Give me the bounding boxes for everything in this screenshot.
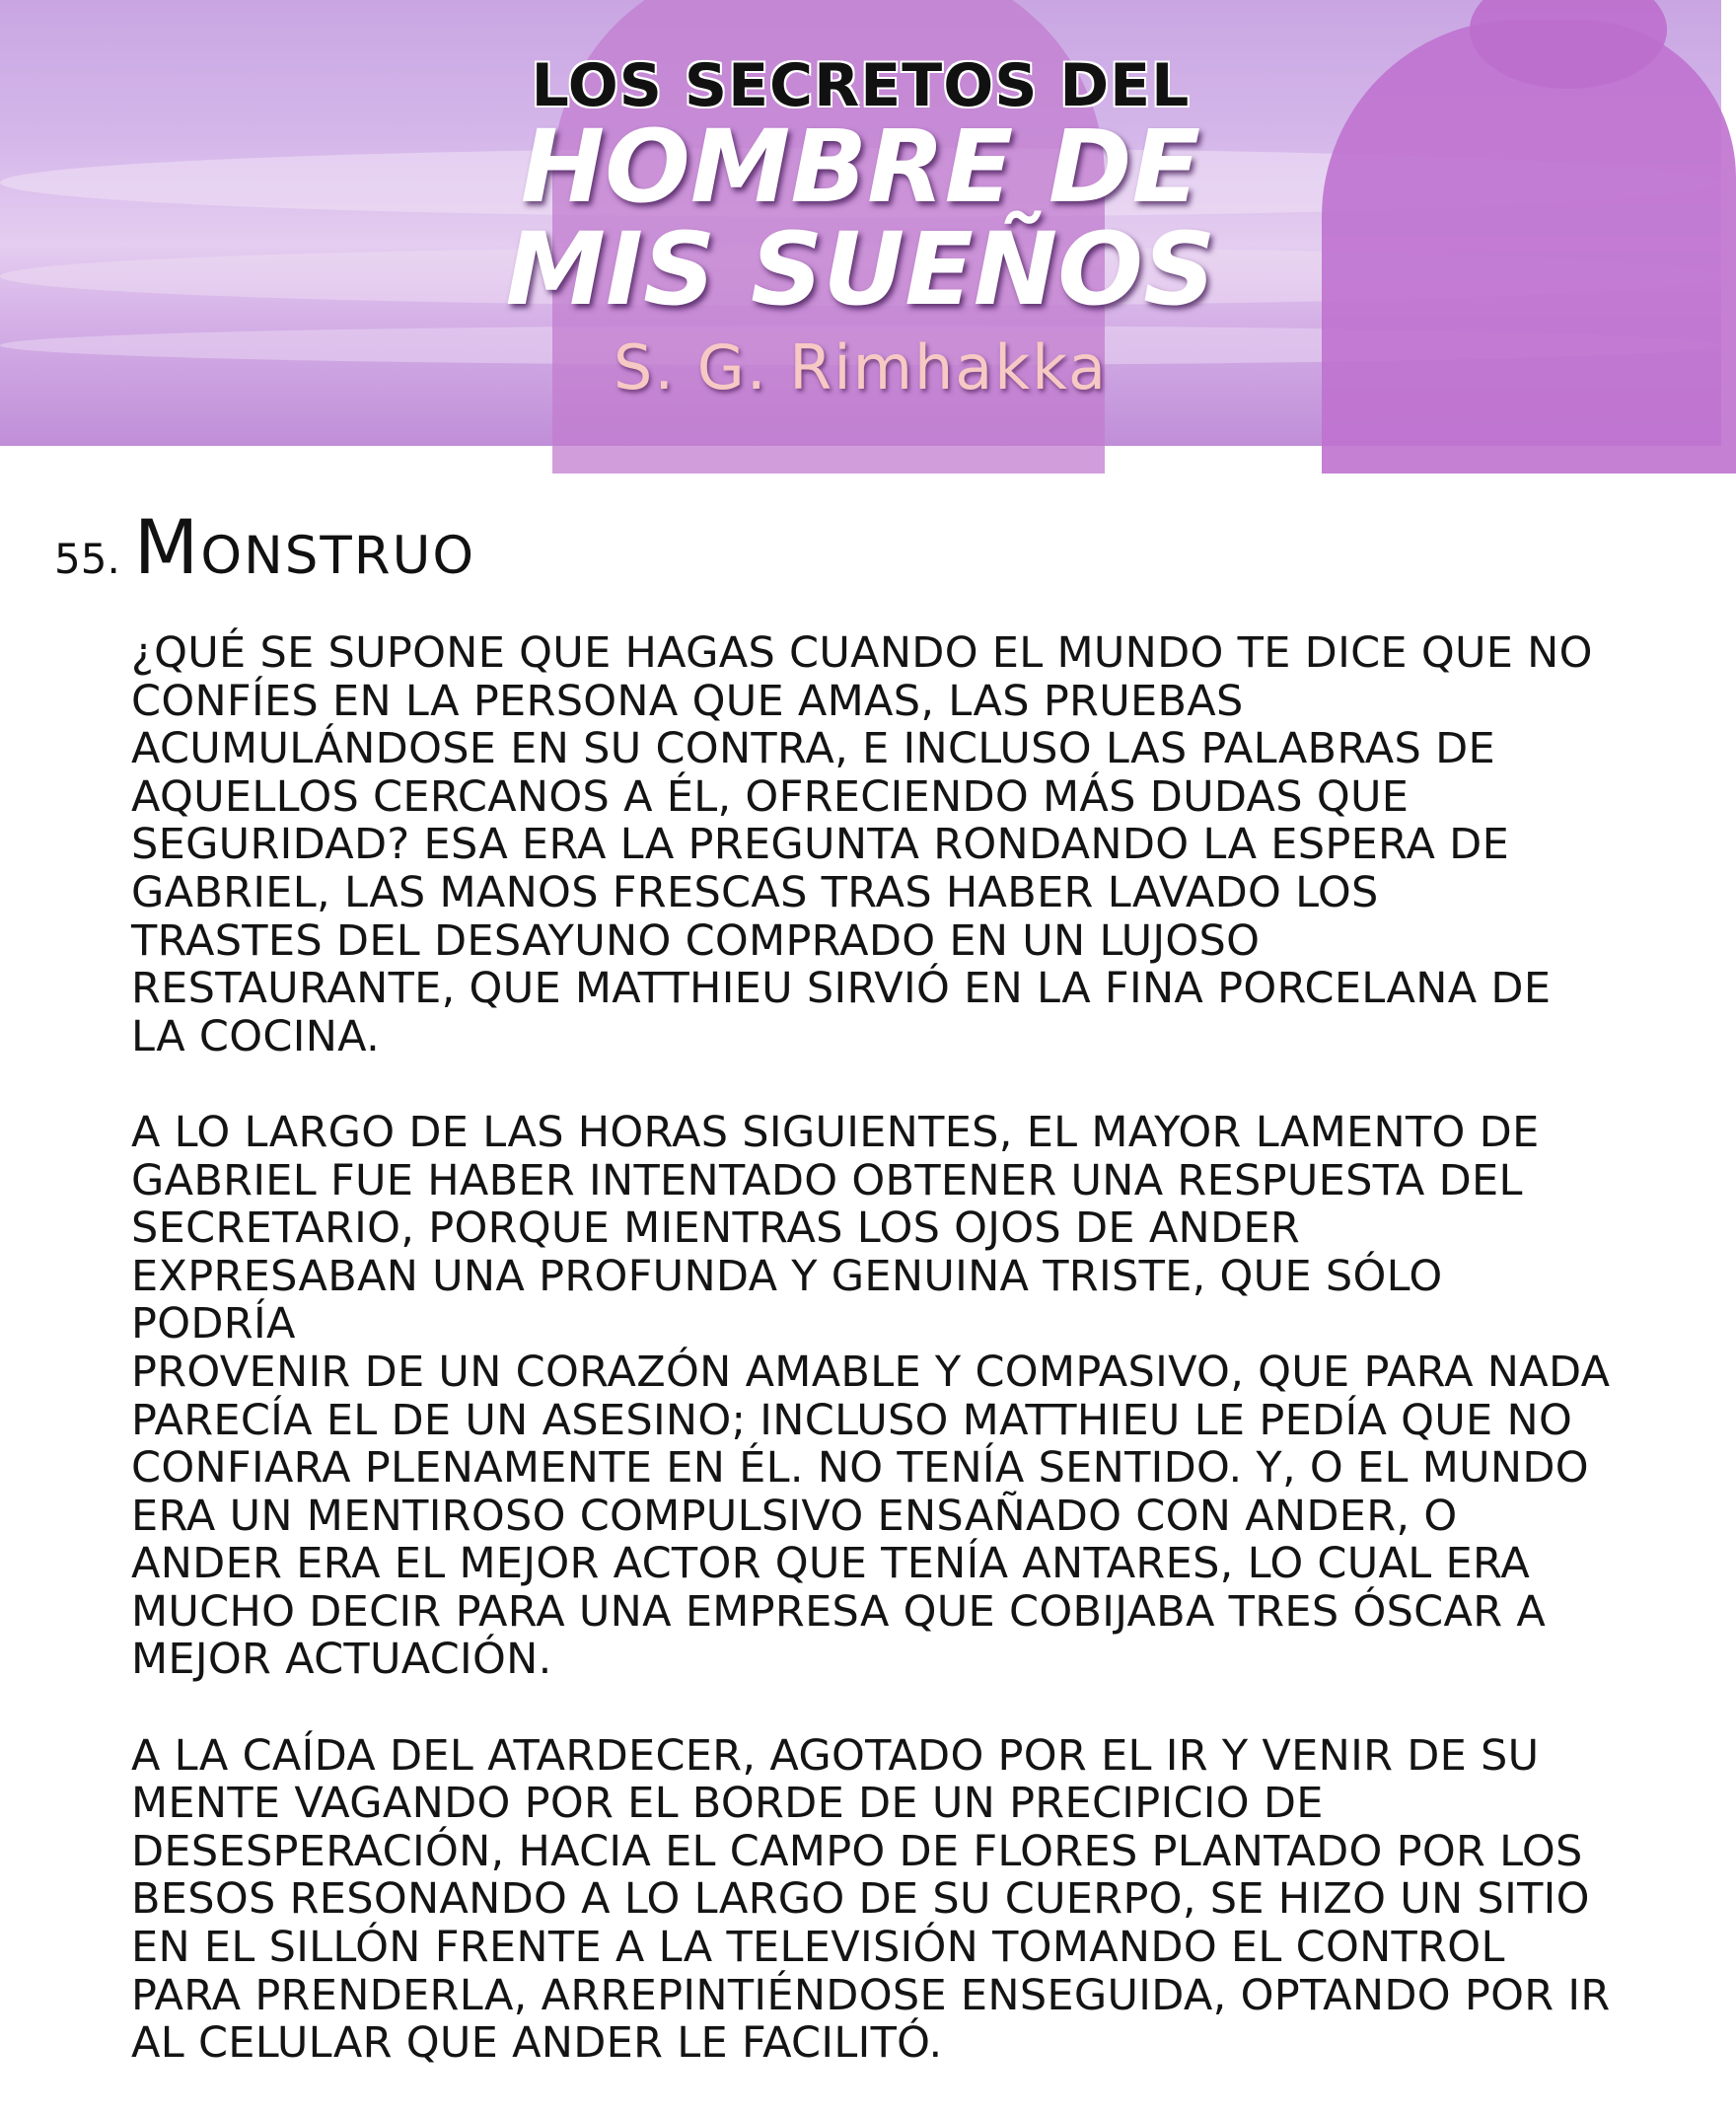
paragraph: A LO LARGO DE LAS HORAS SIGUIENTES, EL MAYOR LAMENTO DE GABRIEL FUE HABER INTENTADO OBTENER UNA RESPUESTA DEL SECRETARIO, PORQUE MIENTRAS LOS OJOS DE ANDER EXPRESABAN UNA PROFUNDA Y GENUINA TRISTE, QUE SÓLO PODRÍA PROVENIR DE UN CORAZÓN AMABLE Y COMPASIVO, QUE PARA NADA PARECÍA EL DE UN ASESINO; INCLUSO MATTHIEU LE PEDÍA QUE NO CONFIARA PLENAMENTE EN ÉL. NO TENÍA SENTIDO. Y, O EL MUNDO ERA UN MENTIROSO COMPULSIVO ENSAÑADO CON ANDER, O ANDER ERA EL MEJOR ACTOR QUE TENÍA ANTARES, LO CUAL ERA MUCHO DECIR PARA UNA EMPRESA QUE COBIJABA TRES ÓSCAR A MEJOR ACTUACIÓN. [131, 1107, 1611, 1685]
chapter-number: 55. [54, 535, 120, 583]
cover-banner [0, 0, 1721, 446]
author-name: S. G. Rimhakka [614, 331, 1108, 403]
banner-text [0, 0, 1721, 446]
chapter-title: Monstruo [133, 503, 476, 591]
book-title [0, 109, 1721, 328]
paragraph: ¿QUÉ SE SUPONE QUE HAGAS CUANDO EL MUNDO TE DICE QUE NO CONFÍES EN LA PERSONA QUE AMAS, LAS PRUEBAS ACUMULÁNDOSE EN SU CONTRA, E INCLUSO LAS PALABRAS DE AQUELLOS CERCANOS A ÉL, OFRECIENDO MÁS DUDAS QUE SEGURIDAD? ESA ERA LA PREGUNTA RONDANDO LA ESPERA DE GABRIEL, LAS MANOS FRESCAS TRAS HABER LAVADO LOS TRASTES DEL DESAYUNO COMPRADO EN UN LUJOSO RESTAURANTE, QUE MATTHIEU SIRVIÓ EN LA FINA PORCELANA DE LA COCINA. [131, 628, 1593, 1061]
paragraph: A LA CAÍDA DEL ATARDECER, AGOTADO POR EL IR Y VENIR DE SU MENTE VAGANDO POR EL BORDE DE UN PRECIPICIO DE DESESPERACIÓN, HACIA EL CAMPO DE FLORES PLANTADO POR LOS BESOS RESONANDO A LO LARGO DE SU CUERPO, SE HIZO UN SITIO EN EL SILLÓN FRENTE A LA TELEVISIÓN TOMANDO EL CONTROL PARA PRENDERLA, ARREPINTIÉNDOSE ENSEGUIDA, OPTANDO POR IR AL CELULAR QUE ANDER LE FACILITÓ. [131, 1730, 1611, 2069]
chapter-body [131, 629, 1611, 2115]
series-title: LOS SECRETOS DEL [531, 51, 1191, 120]
book-title-line: HOMBRE DE [520, 109, 1201, 226]
book-title-line: MIS SUEÑOS [505, 211, 1216, 328]
chapter-heading [54, 503, 475, 591]
